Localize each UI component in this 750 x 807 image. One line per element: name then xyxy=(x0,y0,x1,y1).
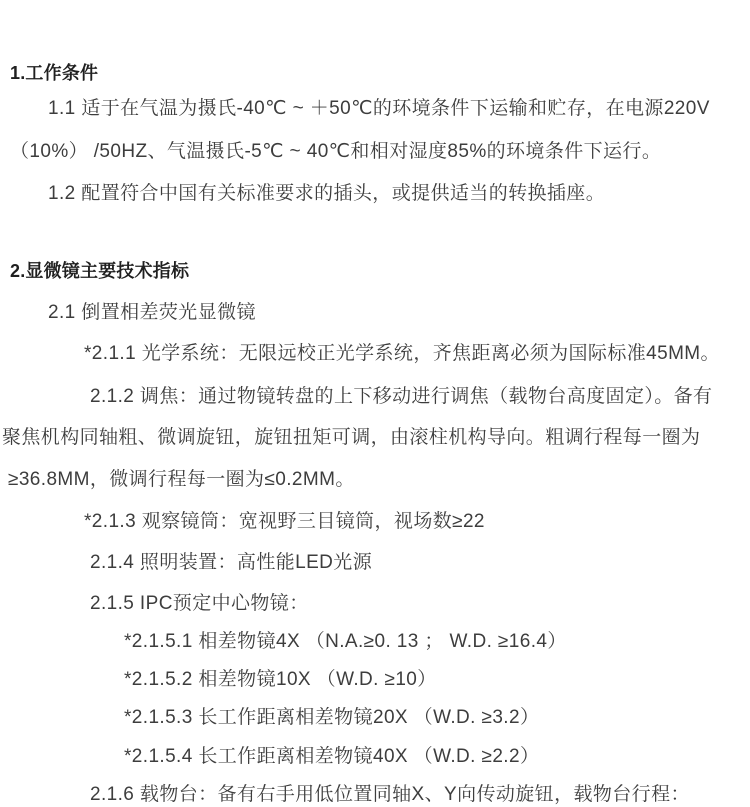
paragraph-2-1-2-line-2: 聚焦机构同轴粗、微调旋钮，旋钮扭矩可调，由滚柱机构导向。粗调行程每一圈为 xyxy=(2,427,701,448)
paragraph-2-1-5-4: *2.1.5.4 长工作距离相差物镜40X （W.D. ≥2.2） xyxy=(124,746,540,767)
paragraph-2-1: 2.1 倒置相差荧光显微镜 xyxy=(48,302,256,323)
paragraph-2-1-1: *2.1.1 光学系统：无限远校正光学系统，齐焦距离必须为国际标准45MM。 xyxy=(84,343,720,364)
paragraph-2-1-3: *2.1.3 观察镜筒：宽视野三目镜筒，视场数≥22 xyxy=(84,511,485,532)
paragraph-2-1-2-line-3: ≥36.8MM，微调行程每一圈为≤0.2MM。 xyxy=(8,469,355,490)
paragraph-2-1-4: 2.1.4 照明装置：高性能LED光源 xyxy=(90,552,373,573)
paragraph-2-1-2-line-1: 2.1.2 调焦：通过物镜转盘的上下移动进行调焦（载物台高度固定）。备有 xyxy=(90,386,713,407)
section-heading-working-conditions: 1.工作条件 xyxy=(10,63,99,83)
paragraph-2-1-5-2: *2.1.5.2 相差物镜10X （W.D. ≥10） xyxy=(124,669,437,690)
paragraph-1-2: 1.2 配置符合中国有关标准要求的插头，或提供适当的转换插座。 xyxy=(48,183,606,204)
paragraph-2-1-5-1: *2.1.5.1 相差物镜4X （N.A.≥0. 13 ； W.D. ≥16.4） xyxy=(124,631,567,652)
paragraph-2-1-6-clipped: 2.1.6 载物台：备有右手用低位置同轴X、Y向传动旋钮，载物台行程： xyxy=(90,784,690,805)
paragraph-2-1-5-3: *2.1.5.3 长工作距离相差物镜20X （W.D. ≥3.2） xyxy=(124,707,540,728)
section-heading-microscope-specs: 2.显微镜主要技术指标 xyxy=(10,261,190,281)
paragraph-1-1-line-2: （10%） /50HZ、气温摄氏-5℃ ~ 40℃和相对湿度85%的环境条件下运行。 xyxy=(10,141,662,162)
paragraph-2-1-5: 2.1.5 IPC预定中心物镜： xyxy=(90,593,309,614)
paragraph-1-1-line-1: 1.1 适于在气温为摄氏-40℃ ~ ＋50℃的环境条件下运输和贮存，在电源220V xyxy=(48,98,710,119)
